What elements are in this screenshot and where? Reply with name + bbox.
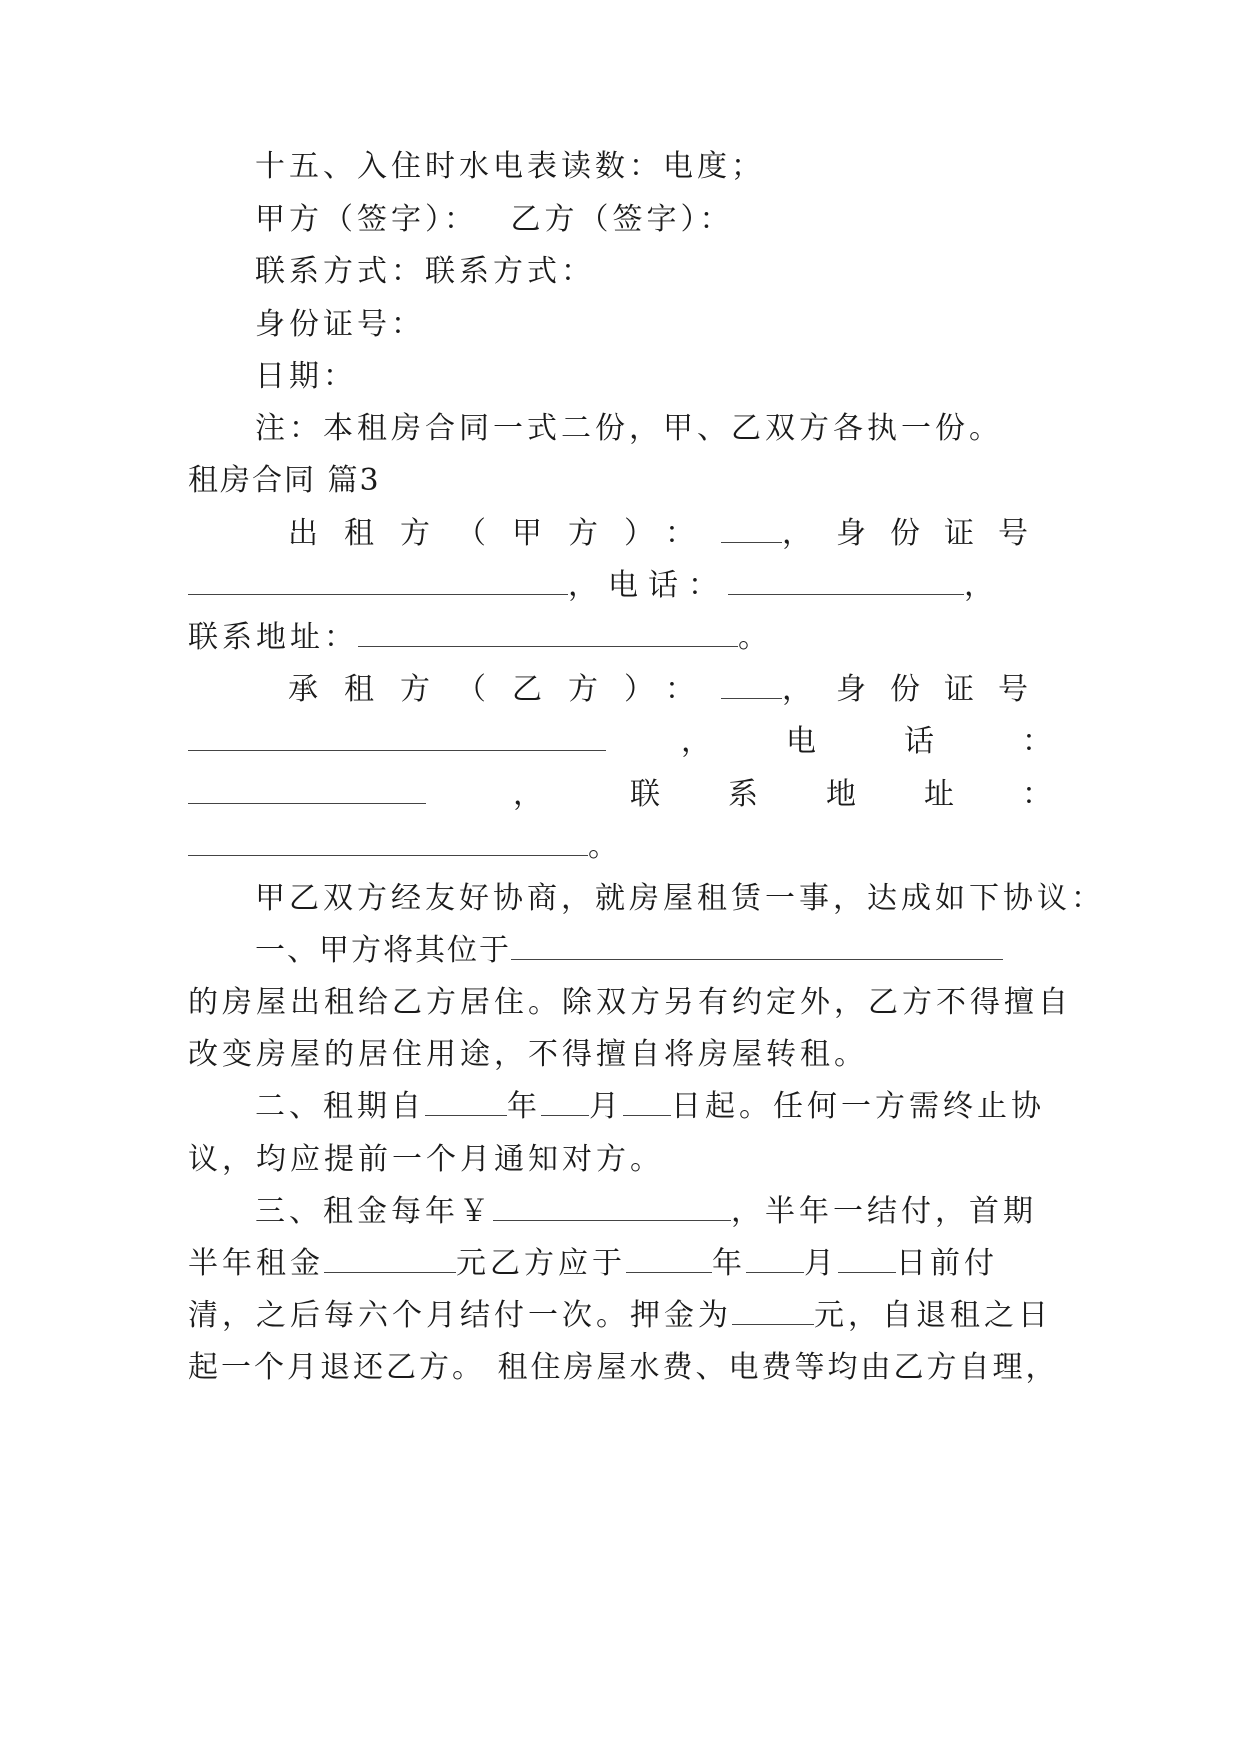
section-heading: 租房合同 篇3: [188, 463, 381, 498]
lessee-line-2: [188, 722, 1140, 762]
lessee-address-label: 联系地址：: [630, 777, 1120, 812]
clause-3-line-3: [188, 1296, 1052, 1336]
lessee-id-blank: [188, 722, 606, 751]
intro-line: 甲乙双方经友好协商，就房屋租赁一事，达成如下协议：: [255, 881, 1105, 916]
id-line: 身份证号：: [255, 307, 425, 342]
lessee-line-1: [288, 670, 1052, 710]
lessor-id-label: ，身份证号: [782, 516, 1052, 551]
lessee-comma-1: ，: [681, 724, 711, 759]
start-year-blank: [425, 1087, 507, 1116]
clause-1-text: 一、甲方将其位于: [255, 933, 511, 968]
clause-2-line-1: [255, 1087, 1119, 1127]
clause-3-text-2: ，半年一结付，首期: [731, 1194, 1037, 1229]
deposit-blank: [732, 1296, 814, 1325]
clause-15: 十五、入住时水电表读数：电度；: [255, 149, 765, 184]
lessor-phone-label: ，电话：: [568, 568, 728, 603]
due-month-label: 月: [804, 1246, 838, 1281]
date-line: 日期：: [255, 359, 357, 394]
clause-1-line-3: 改变房屋的居住用途，不得擅自将房屋转租。: [188, 1037, 868, 1072]
house-location-blank: [511, 931, 1003, 960]
lessee-label: 承租方（乙方）：: [288, 672, 721, 707]
clause-1-line-1: [255, 931, 1052, 971]
deposit-text: 清，之后每六个月结付一次。押金为: [188, 1298, 732, 1333]
deposit-text-2: 元，自退租之日: [814, 1298, 1052, 1333]
lessee-phone-blank: [188, 775, 426, 804]
lessor-line-2: [188, 566, 1052, 606]
lessor-id-blank: [188, 566, 568, 595]
lessor-address-label: 联系地址：: [188, 620, 358, 655]
lessee-period: 。: [588, 829, 622, 864]
first-rent-label: 半年租金: [188, 1246, 324, 1281]
lessor-period: 。: [738, 620, 772, 655]
start-month-blank: [541, 1087, 589, 1116]
lessor-label: 出租方（甲方）：: [288, 516, 721, 551]
lessee-line-4: [188, 827, 1052, 867]
clause-2-text: 二、租期自: [255, 1089, 425, 1124]
lessor-phone-blank: [728, 566, 964, 595]
lessor-line-3: [188, 618, 1052, 658]
contact-line: 联系方式：联系方式：: [255, 254, 595, 289]
first-rent-blank: [324, 1244, 456, 1273]
lessor-end-comma: ，: [964, 568, 998, 603]
lessee-line-3: [188, 775, 1120, 815]
clause-3-line-2: [188, 1244, 1052, 1284]
due-month-blank: [746, 1244, 804, 1273]
lessee-phone-label: 电话：: [786, 724, 1140, 759]
due-year-blank: [626, 1244, 712, 1273]
clause-2-line-2: 议，均应提前一个月通知对方。: [188, 1142, 664, 1177]
lessor-line-1: [288, 514, 1052, 554]
lessor-address-blank: [358, 618, 738, 647]
lessee-comma-2: ，: [513, 777, 543, 812]
signature-line: 甲方（签字）： 乙方（签字）：: [255, 202, 734, 237]
note-line: 注：本租房合同一式二份，甲、乙双方各执一份。: [255, 411, 1003, 446]
due-day-label: 日前付: [896, 1246, 998, 1281]
lessee-name-blank: [721, 670, 782, 699]
clause-3-line-4: 起一个月退还乙方。 租住房屋水费、电费等均由乙方自理，: [188, 1350, 1059, 1385]
year-label: 年: [507, 1089, 541, 1124]
day-label: 日起。任何一方需终止协: [671, 1089, 1045, 1124]
start-day-blank: [623, 1087, 671, 1116]
annual-rent-blank: [493, 1192, 731, 1221]
due-day-blank: [838, 1244, 896, 1273]
due-label: 元乙方应于: [456, 1246, 626, 1281]
lessor-name-blank: [721, 514, 782, 543]
lessee-id-label: ，身份证号: [782, 672, 1052, 707]
due-year-label: 年: [712, 1246, 746, 1281]
clause-3-line-1: [255, 1192, 1119, 1232]
clause-3-text: 三、租金每年￥: [255, 1194, 493, 1229]
month-label: 月: [589, 1089, 623, 1124]
clause-1-line-2: 的房屋出租给乙方居住。除双方另有约定外，乙方不得擅自: [188, 985, 1072, 1020]
lessee-address-blank: [188, 827, 588, 856]
